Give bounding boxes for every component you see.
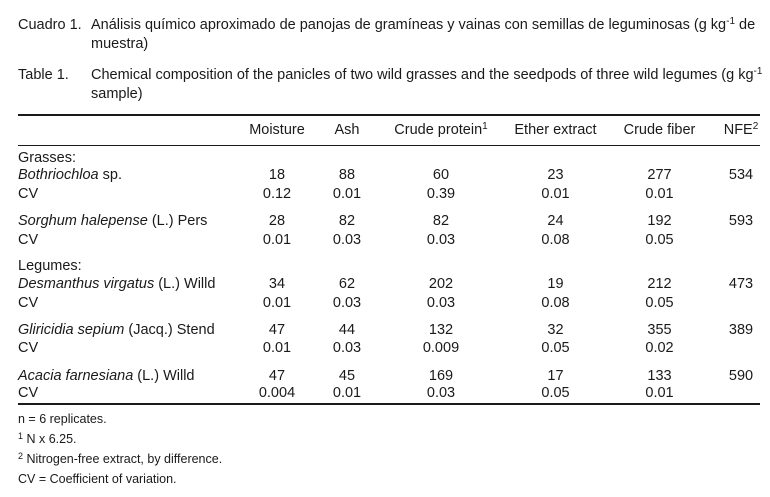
cell-moisture: 47: [268, 368, 286, 384]
cv-moisture: 0.01: [262, 340, 292, 356]
species-authority: (L.) Willd: [133, 368, 195, 384]
table-row-label: [18, 275, 215, 293]
cv-ash: 0.03: [332, 340, 362, 356]
table-header-rule: [18, 145, 760, 146]
cv-ether-extract: 0.08: [541, 295, 570, 311]
species-name: Acacia farnesiana: [18, 368, 134, 384]
header-moisture: Moisture: [249, 122, 305, 138]
cv-moisture: 0.01: [262, 232, 292, 248]
cell-nfe: 593: [728, 213, 754, 229]
table-row-label: [18, 166, 122, 184]
cv-ether-extract: 0.05: [541, 385, 570, 401]
cv-ash: 0.01: [332, 186, 362, 202]
header-nfe: [712, 121, 770, 139]
cv-ash: 0.03: [332, 295, 362, 311]
cv-crude-protein: 0.03: [426, 385, 456, 401]
footnote-2: [18, 451, 222, 467]
species-authority: (L.) Willd: [154, 276, 216, 292]
cell-ether-extract: 19: [547, 276, 564, 292]
header-nfe-sup: 2: [752, 121, 759, 132]
caption-spanish-line1-end: de: [735, 17, 756, 33]
cell-moisture: 34: [268, 276, 286, 292]
cell-crude-fiber: 355: [647, 322, 672, 338]
species-authority: (Jacq.) Stend: [124, 322, 215, 338]
cell-ether-extract: 24: [547, 213, 564, 229]
cv-crude-fiber: 0.01: [645, 186, 674, 202]
cell-crude-fiber: 133: [647, 368, 672, 384]
cell-ash: 45: [338, 368, 356, 384]
cell-nfe: 389: [728, 322, 754, 338]
cv-crude-protein: 0.03: [426, 232, 456, 248]
cell-crude-protein: 60: [432, 167, 450, 183]
caption-english-line1: Chemical composition of the panicles of two wild grasses and the seedpods of three wild legumes (g kg: [91, 67, 754, 83]
cell-nfe: 473: [728, 276, 754, 292]
note-replicates: n = 6 replicates.: [18, 412, 107, 426]
species-name: Desmanthus virgatus: [18, 276, 155, 292]
footnote-2-mark: 2: [18, 451, 24, 461]
cv-crude-protein: 0.03: [426, 295, 456, 311]
cv-crude-fiber: 0.05: [645, 232, 674, 248]
cell-ash: 88: [338, 167, 356, 183]
cell-ash: 82: [338, 213, 356, 229]
cv-crude-protein: 0.39: [426, 186, 456, 202]
cv-moisture: 0.004: [258, 385, 296, 401]
footnote-1-mark: 1: [18, 431, 24, 441]
footnote-1-text: N x 6.25.: [23, 432, 77, 446]
cv-crude-protein: 0.009: [422, 340, 460, 356]
header-ash: Ash: [334, 122, 360, 138]
header-nfe-text: NFE: [723, 122, 753, 138]
cell-crude-fiber: 277: [647, 167, 672, 183]
species-name: Bothriochloa: [18, 167, 99, 183]
cv-ether-extract: 0.01: [541, 186, 570, 202]
cv-crude-fiber: 0.01: [645, 385, 674, 401]
cv-label: CV: [18, 295, 39, 311]
cv-moisture: 0.12: [262, 186, 292, 202]
table-bottom-rule: [18, 403, 760, 405]
cv-ash: 0.01: [332, 385, 362, 401]
species-authority: sp.: [98, 167, 122, 183]
species-name: Gliricidia sepium: [18, 322, 125, 338]
cv-ash: 0.03: [332, 232, 362, 248]
footnote-1: [18, 431, 77, 447]
cell-ash: 62: [338, 276, 356, 292]
header-crude-protein-text: Crude protein: [394, 122, 483, 138]
cv-crude-fiber: 0.05: [645, 295, 674, 311]
table-top-rule: [18, 114, 760, 116]
caption-english-sup: -1: [753, 66, 763, 77]
table-row-label: [18, 367, 195, 385]
cell-nfe: 534: [728, 167, 754, 183]
cell-ether-extract: 32: [547, 322, 564, 338]
footnote-2-text: Nitrogen-free extract, by difference.: [23, 452, 223, 466]
cv-crude-fiber: 0.02: [645, 340, 674, 356]
table-row-label: [18, 212, 207, 230]
caption-spanish: [18, 16, 763, 54]
caption-spanish-lead: Cuadro 1.: [18, 17, 82, 33]
header-ether-extract: Ether extract: [514, 122, 597, 138]
cv-moisture: 0.01: [262, 295, 292, 311]
header-crude-fiber: Crude fiber: [623, 122, 696, 138]
cell-crude-protein: 132: [428, 322, 454, 338]
cell-ether-extract: 23: [547, 167, 564, 183]
caption-spanish-line2: muestra): [91, 36, 149, 52]
cv-label: CV: [18, 186, 39, 202]
cell-moisture: 28: [268, 213, 286, 229]
cell-crude-protein: 202: [428, 276, 454, 292]
species-authority: (L.) Pers: [147, 213, 208, 229]
note-cv: CV = Coefficient of variation.: [18, 472, 177, 486]
cv-ether-extract: 0.08: [541, 232, 570, 248]
caption-english: [18, 66, 763, 104]
cell-moisture: 18: [268, 167, 286, 183]
group-grasses: Grasses:: [18, 150, 77, 166]
group-legumes: Legumes:: [18, 258, 82, 274]
caption-english-line2: sample): [91, 86, 143, 102]
cell-ether-extract: 17: [547, 368, 564, 384]
cell-crude-protein: 169: [428, 368, 454, 384]
cell-nfe: 590: [728, 368, 754, 384]
caption-english-lead: Table 1.: [18, 67, 69, 83]
cell-ash: 44: [338, 322, 356, 338]
species-name: Sorghum halepense: [18, 213, 148, 229]
cell-crude-fiber: 192: [647, 213, 672, 229]
header-crude-protein-sup: 1: [482, 121, 488, 132]
header-crude-protein: [381, 121, 501, 139]
cv-label: CV: [18, 340, 39, 356]
cell-moisture: 47: [268, 322, 286, 338]
table-row-label: [18, 321, 215, 339]
cell-crude-fiber: 212: [647, 276, 672, 292]
cell-crude-protein: 82: [432, 213, 450, 229]
caption-spanish-line1: Análisis químico aproximado de panojas de gramíneas y vainas con semillas de leguminosas (g kg: [91, 17, 727, 33]
cv-label: CV: [18, 232, 39, 248]
cv-label: CV: [18, 385, 39, 401]
cv-ether-extract: 0.05: [541, 340, 570, 356]
caption-spanish-sup: -1: [726, 16, 736, 27]
